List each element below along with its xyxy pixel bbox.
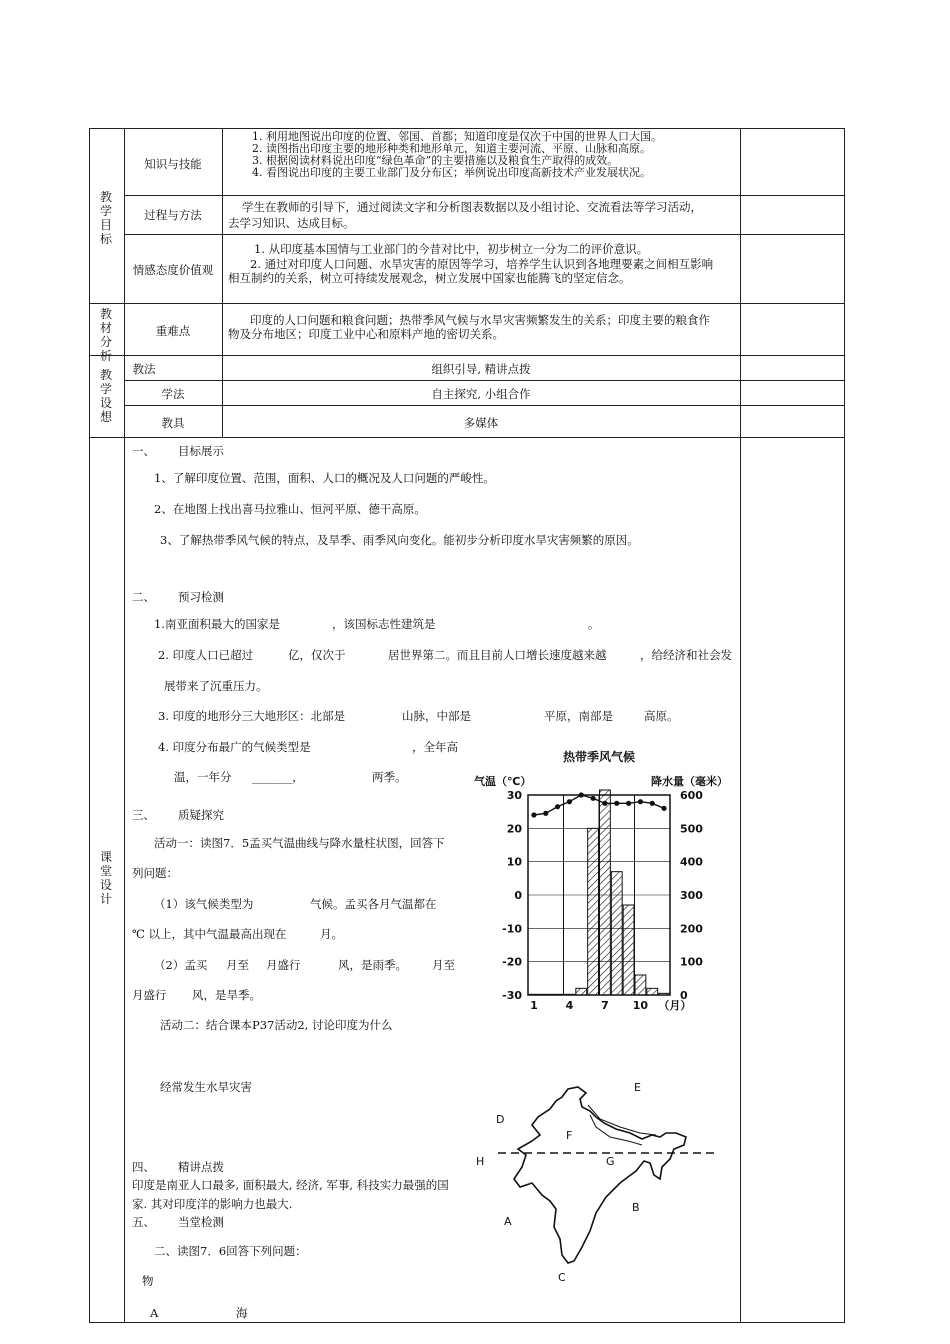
section-material-analysis: 教材分析 (99, 307, 112, 363)
question-text: ，该国标志性建筑是 (332, 617, 436, 631)
activity-text: 活动二：结合课本P37活动2, 讨论印度为什么 (160, 1018, 393, 1032)
y-right-tick-label: 500 (680, 822, 703, 836)
activity-text: 月至 (432, 958, 455, 972)
y-right-tick-label: 300 (680, 889, 703, 902)
question-text: 1.南亚面积最大的国家是 (154, 617, 280, 631)
activity-text: 风，是旱季。 (192, 988, 261, 1002)
activity-text: 月盛行 (132, 988, 167, 1002)
right-axis-title: 降水量（毫米） (651, 775, 728, 788)
section-classroom-design: 课堂设计 (99, 850, 112, 906)
map-label: F (566, 1129, 573, 1142)
y-left-tick-label: 20 (506, 822, 522, 836)
activity-text: 气候。孟买各月气温都在 (310, 897, 437, 911)
left-axis-title: 气温（℃） (474, 775, 532, 788)
y-right-tick-label: 200 (680, 922, 703, 936)
temperature-point (614, 801, 619, 806)
row-label-process: 过程与方法 (144, 208, 202, 222)
explain-text: 印度是南亚人口最多, 面积最大, 经济, 军事, 科技实力最强的国 (132, 1178, 449, 1192)
india-outline (514, 1087, 686, 1263)
activity-text: （1）该气候类型为 (154, 897, 254, 911)
question-text: 居世界第二。而且目前人口增长速度越来越 (388, 648, 607, 662)
activity-text: （2）孟买 (154, 958, 208, 972)
map-label: B (632, 1201, 640, 1214)
precipitation-bar (635, 975, 646, 995)
map-label: A (504, 1215, 512, 1228)
precipitation-bar (623, 905, 634, 995)
row-label-tools: 教具 (161, 416, 185, 430)
y-right-tick-label: 0 (680, 989, 688, 1002)
temperature-point (590, 796, 595, 801)
precipitation-bar (647, 988, 658, 995)
difficulty-text: 印度的人口问题和粮食问题；热带季风气候与水旱灾害频繁发生的关系；印度主要的粮食作 (250, 313, 710, 327)
row-label-method: 教法 (132, 362, 156, 376)
map-label: H (476, 1155, 485, 1168)
y-left-tick-label: -20 (502, 955, 522, 969)
precipitation-bar (540, 994, 551, 995)
emotion-text: 相互制约的关系，树立可持续发展观念，树立发展中国家也能腾飞的坚定信念。 (228, 271, 631, 285)
emotion-text: 1. 从印度基本国情与工业部门的今昔对比中，初步树立一分为二的评价意识。 (254, 242, 649, 256)
question-text: 3. 印度的地形分三大地形区：北部是 (158, 709, 346, 723)
goal-item: 3、了解热带季风气候的特点，及旱季、雨季风向变化。能初步分析印度水旱灾害频繁的原因。 (160, 533, 639, 547)
row-label-knowledge: 知识与技能 (144, 157, 202, 171)
precipitation-bar (576, 988, 587, 995)
temperature-point (661, 806, 666, 811)
section-title: 精讲点拨 (178, 1160, 224, 1174)
section-title: 当堂检测 (178, 1215, 224, 1229)
question-text: 高原。 (644, 709, 679, 723)
test-text: A (150, 1306, 159, 1320)
india-map (470, 1075, 720, 1290)
row-label-difficulty: 重难点 (155, 324, 191, 338)
precipitation-bar (552, 994, 563, 995)
knowledge-item: 2. 读图指出印度主要的地形种类和地形单元，知道主要河流、平原、山脉和高原。 (252, 142, 651, 155)
map-label: C (558, 1271, 566, 1284)
activity-text: 风，是雨季。 (338, 958, 407, 972)
activity-text: 经常发生水旱灾害 (160, 1080, 252, 1094)
activity-text: 列问题： (132, 866, 178, 880)
process-text: 去学习知识、达成目标。 (228, 216, 355, 230)
temperature-point (638, 799, 643, 804)
knowledge-item: 4. 看图说出印度的主要工业部门及分布区；举例说出印度高新技术产业发展状况。 (252, 166, 651, 179)
method-value: 组织引导, 精讲点拨 (431, 362, 531, 376)
question-text: 。 (588, 617, 600, 631)
knowledge-item: 3. 根据阅读材料说出印度“绿色革命”的主要措施以及粮食生产取得的成效。 (252, 154, 619, 167)
y-right-tick-label: 600 (680, 789, 703, 802)
difficulty-text: 物及分布地区；印度工业中心和原料产地的密切关系。 (228, 327, 504, 341)
question-text: 两季。 (372, 770, 407, 784)
x-tick-label: 1 (530, 999, 538, 1012)
activity-text: ℃ 以上，其中气温最高出现在 (132, 927, 287, 941)
question-text: 温，一年分 (174, 770, 232, 784)
activity-text: 月至 (226, 958, 249, 972)
explain-text: 家. 其对印度洋的影响力也最大. (132, 1197, 293, 1211)
process-text: 学生在教师的引导下，通过阅读文字和分析图表数据以及小组讨论、交流看法等学习活动， (242, 200, 702, 214)
map-label: D (496, 1113, 505, 1126)
precipitation-bar (611, 872, 622, 995)
goal-item: 2、在地图上找出喜马拉雅山、恒河平原、德干高原。 (154, 502, 426, 516)
x-tick-label: 7 (601, 999, 609, 1012)
test-text: 海 (236, 1306, 248, 1320)
temperature-point (567, 799, 572, 804)
section-num: 四、 (132, 1160, 155, 1174)
section-num: 三、 (132, 808, 155, 822)
row-label-emotion: 情感态度价值观 (132, 263, 214, 277)
section-title: 预习检测 (178, 590, 224, 604)
y-left-tick-label: 30 (506, 789, 522, 802)
map-label: G (606, 1155, 615, 1168)
question-text: _______， (252, 770, 304, 784)
chart-title: 热带季风气候 (562, 750, 636, 764)
temperature-point (650, 801, 655, 806)
knowledge-item: 1. 利用地图说出印度的位置、邻国、首都；知道印度是仅次于中国的世界人口大国。 (252, 130, 662, 143)
row-label-study: 学法 (161, 387, 185, 401)
section-teaching-design: 教学设想 (99, 368, 112, 424)
question-text: ，全年高 (412, 740, 458, 754)
section-teaching-goals: 教学目标 (99, 190, 112, 246)
y-right-tick-label: 400 (680, 855, 703, 869)
emotion-text: 2. 通过对印度人口问题、水旱灾害的原因等学习，培养学生认识到各地理要素之间相互影响 (250, 257, 714, 271)
temperature-point (602, 801, 607, 806)
section-title: 质疑探究 (178, 808, 224, 822)
goal-item: 1、了解印度位置、范围，面积、人口的概况及人口问题的严峻性。 (154, 471, 495, 485)
test-text: 物 (142, 1274, 154, 1288)
tools-value: 多媒体 (463, 416, 499, 430)
question-text: 平原，南部是 (544, 709, 613, 723)
section-num: 二、 (132, 590, 155, 604)
test-question: 二、读图7．6回答下列问题： (154, 1244, 307, 1258)
activity-text: 月盛行 (266, 958, 301, 972)
activity-text: 活动一：读图7．5孟买气温曲线与降水量柱状图，回答下 (154, 836, 445, 850)
y-left-tick-label: -10 (502, 922, 522, 936)
y-left-tick-label: 0 (514, 889, 522, 902)
question-text: 亿，仅次于 (288, 648, 346, 662)
x-tick-label: 4 (565, 999, 574, 1012)
temperature-point (555, 804, 560, 809)
temperature-point (626, 801, 631, 806)
precipitation-bar (529, 994, 540, 995)
precipitation-bar (564, 994, 575, 995)
x-axis-unit: （月） (658, 999, 692, 1012)
river-line (590, 1115, 642, 1145)
x-tick-label: 10 (632, 999, 649, 1012)
temperature-point (531, 812, 536, 817)
y-left-tick-label: 10 (506, 855, 522, 869)
section-num: 一、 (132, 444, 155, 458)
question-text: 展带来了沉重压力。 (164, 679, 268, 693)
y-left-tick-label: -30 (502, 989, 522, 1002)
section-num: 五、 (132, 1215, 155, 1229)
temperature-point (579, 792, 584, 797)
precipitation-bar (659, 993, 670, 995)
temperature-point (543, 811, 548, 816)
activity-text: 月。 (320, 927, 343, 941)
y-right-tick-label: 100 (680, 955, 703, 969)
map-label: E (634, 1081, 641, 1094)
study-value: 自主探究, 小组合作 (431, 387, 531, 401)
question-text: 山脉，中部是 (402, 709, 471, 723)
question-text: ，给经济和社会发 (640, 648, 732, 662)
question-text: 4. 印度分布最广的气候类型是 (158, 740, 311, 754)
question-text: 2. 印度人口已超过 (158, 648, 254, 662)
precipitation-bar (588, 828, 599, 995)
climate-chart (470, 745, 730, 1012)
precipitation-bar (600, 790, 611, 995)
section-title: 目标展示 (178, 444, 224, 458)
